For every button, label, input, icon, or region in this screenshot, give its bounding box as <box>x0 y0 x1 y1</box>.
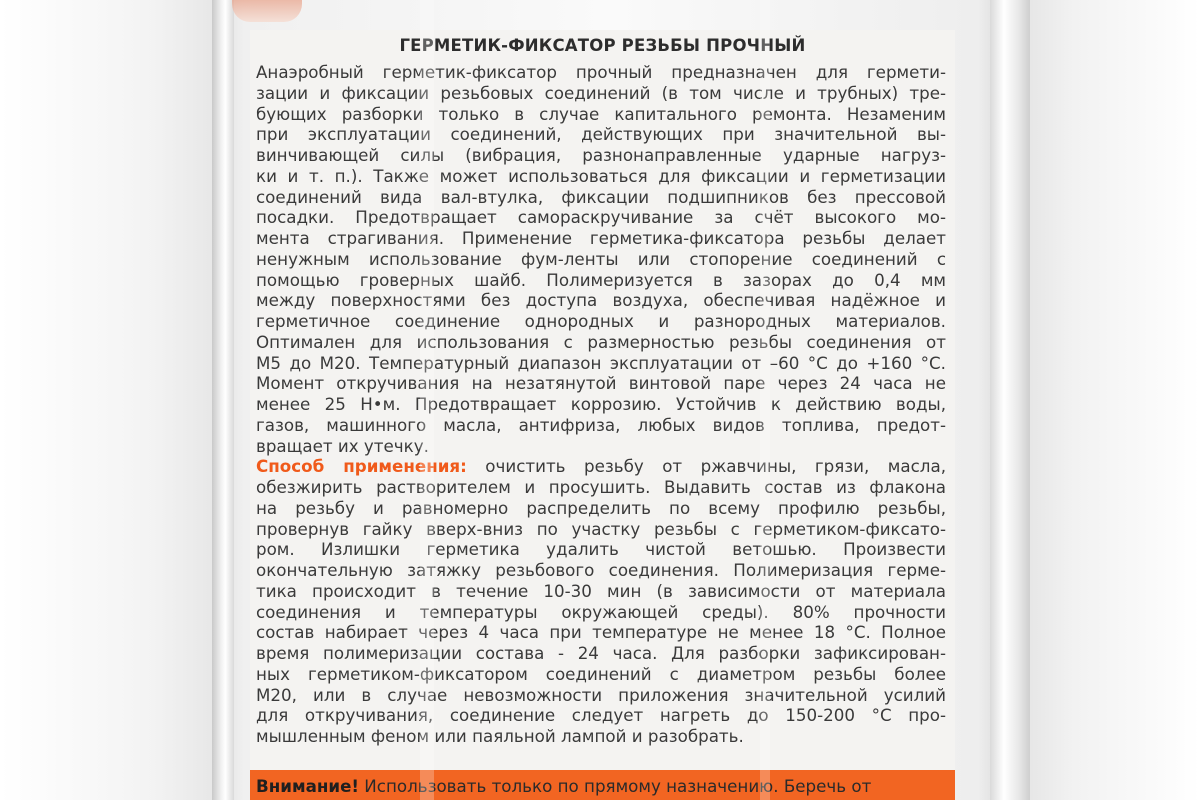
plastic-sheen <box>760 0 770 800</box>
background-left <box>0 0 220 800</box>
text-line: для откручивания, соединение следует нагреть до 150-200 °С про- <box>256 705 946 726</box>
text-line: соединения и температуры окружающей среды). 80% прочности <box>256 601 946 622</box>
product-label <box>250 30 955 800</box>
text-line: мышленным феном или паяльной лампой и разобрать. <box>256 726 744 746</box>
text-line: окончательную затяжку резьбового соединения. Полимеризация герме- <box>256 560 946 580</box>
text-line: М5 до М20. Температурный диапазон эксплуатации от –60 °С до +160 °С. <box>256 352 946 373</box>
text-line: Момент откручивания на незатянутой винтовой паре через 24 часа не <box>256 373 946 394</box>
label-body <box>256 62 946 747</box>
text-line: ненужным использование фум-ленты или стопорение соединений с <box>256 248 946 269</box>
usage-first-line <box>256 456 946 477</box>
text-line: ром. Излишки герметика удалить чистой ветошью. Произвести <box>256 539 946 560</box>
background-right <box>1020 0 1200 800</box>
text-line: Оптимален для использования с размерностью резьбы соединения от <box>256 331 946 352</box>
plastic-sheen <box>420 0 434 800</box>
text-line: мента страгивания. Применение герметика-фиксатора резьбы делает <box>256 228 946 248</box>
text-line: герметичное соединение однородных и разнородных материалов. <box>256 311 946 331</box>
text-line: между поверхностями без доступа воздуха, обеспечивая надёжное и <box>256 290 946 311</box>
usage-text <box>256 477 946 747</box>
usage-label: Способ применения: <box>256 456 467 477</box>
text-line: посадки. Предотвращает самораскручивание за счёт высокого мо- <box>256 207 946 228</box>
text-line: бующих разборки только в случае капитального ремонта. Незаменим <box>256 103 946 124</box>
text-line: зации и фиксации резьбовых соединений (в том числе и трубных) тре- <box>256 82 946 103</box>
warning-text: Использовать только по прямому назначению. Беречь от <box>359 776 872 796</box>
text-line: М20, или в случае невозможности приложения значительной усилий <box>256 684 946 705</box>
warning-line <box>256 776 946 796</box>
text-line: обезжирить растворителем и просушить. Выдавить состав из флакона <box>256 477 946 497</box>
label-heading: ГЕРМЕТИК-ФИКСАТОР РЕЗЬБЫ ПРОЧНЫЙ <box>399 36 806 55</box>
text-line: помощью гроверных шайб. Полимеризуется в зазорах до 0,4 мм <box>256 269 946 290</box>
text-line: винчивающей силы (вибрация, разнонаправленные ударные нагруз- <box>256 145 946 165</box>
text-line: состав набирает через 4 часа при температуре не менее 18 °С. Полное <box>256 622 946 643</box>
text-line: время полимеризации состава - 24 часа. Для разборки зафиксирован- <box>256 643 946 663</box>
text-line: на резьбу и равномерно распределить по всему профилю резьбы, <box>256 497 946 518</box>
usage-section <box>256 456 946 747</box>
blister-edge-right <box>990 0 1030 800</box>
text-line: менее 25 Н•м. Предотвращает коррозию. Устойчив к действию воды, <box>256 394 946 414</box>
description-text <box>256 62 946 456</box>
text-line: газов, машинного масла, антифриза, любых видов топлива, предот- <box>256 414 946 435</box>
text-line: при эксплуатации соединений, действующих при значительной вы- <box>256 124 946 145</box>
text-line: ки и т. п.). Также может использоваться для фиксации и герметизации <box>256 165 946 186</box>
text-line: провернув гайку вверх-вниз по участку резьбы с герметиком-фиксато- <box>256 518 946 539</box>
text-line: тика происходит в течение 10-30 мин (в зависимости от материала <box>256 580 946 601</box>
text-line: Анаэробный герметик-фиксатор прочный предназначен для гермети- <box>256 62 946 82</box>
blister-edge-left <box>212 0 234 800</box>
text-line: вращает их утечку. <box>256 435 429 456</box>
warning-label: Внимание! <box>256 776 359 796</box>
text-line: соединений вида вал-втулка, фиксации подшипников без прессовой <box>256 186 946 207</box>
bottle-cap-reflection <box>232 0 302 22</box>
text-line: ных герметиком-фиксатором соединений с диаметром резьбы более <box>256 663 946 684</box>
usage-first-text: очистить резьбу от ржавчины, грязи, масла, <box>466 456 946 477</box>
